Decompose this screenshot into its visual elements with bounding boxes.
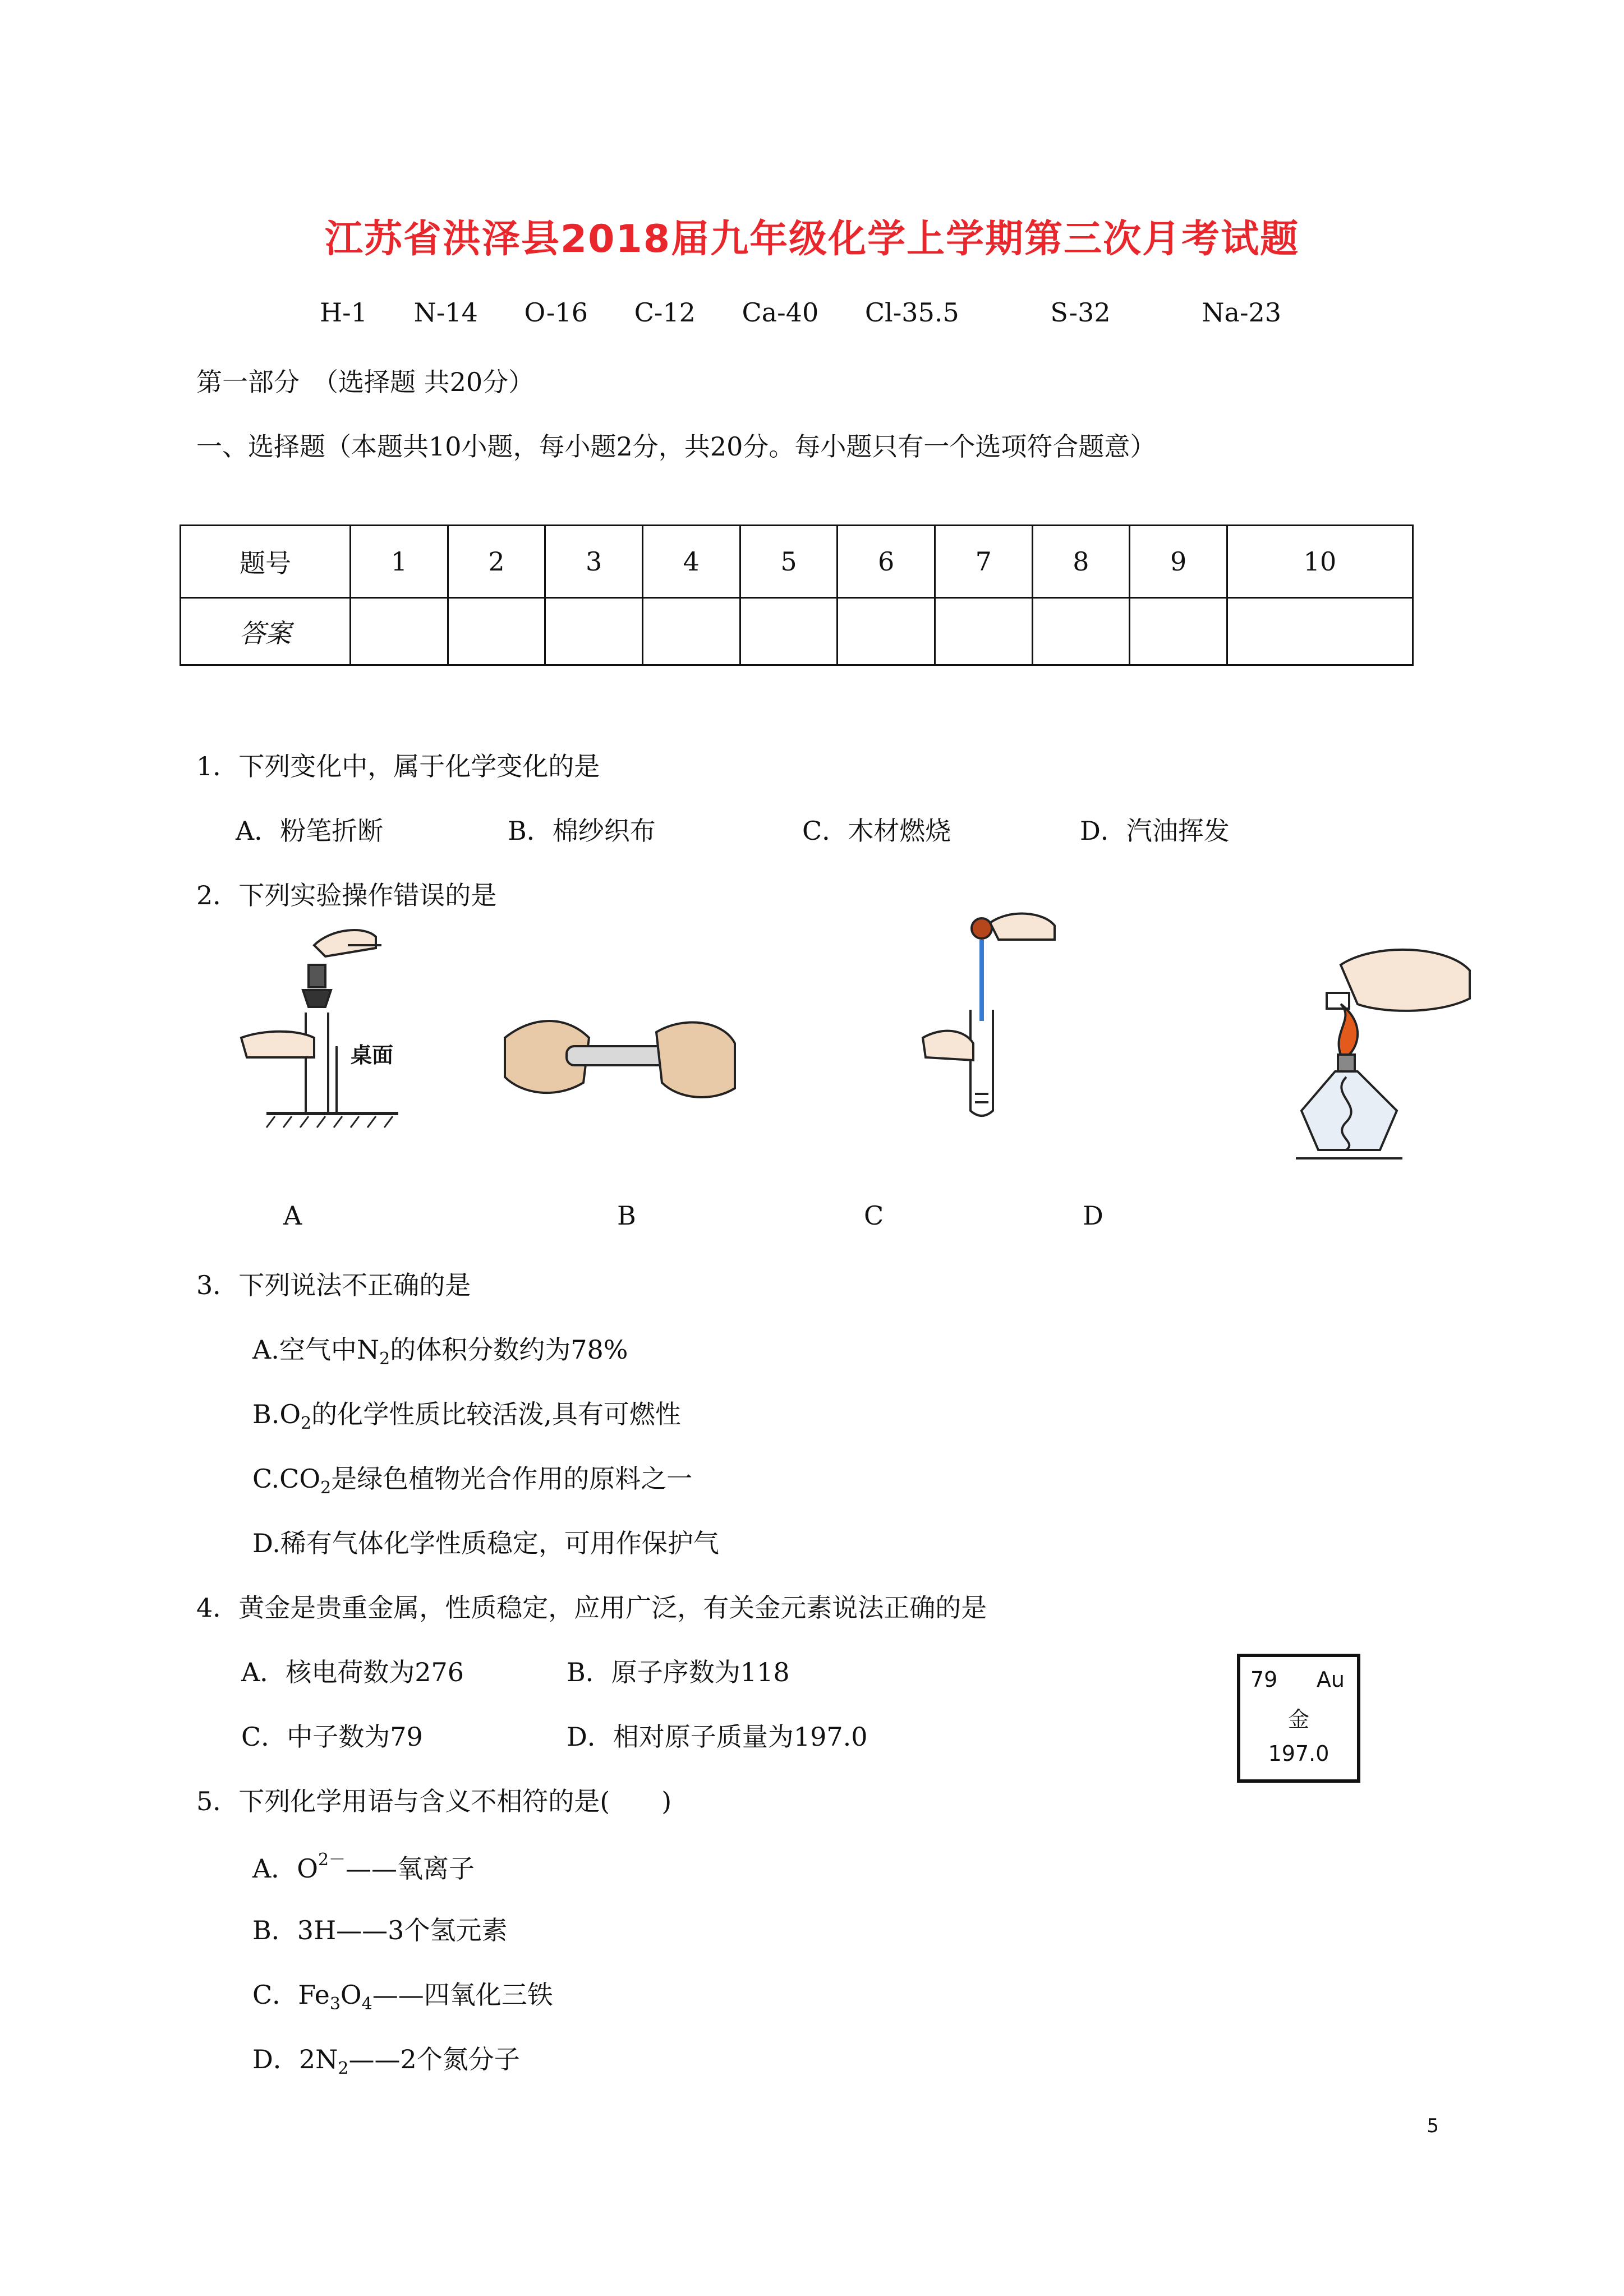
answer-cell[interactable] <box>1227 598 1413 665</box>
answer-table-row-label: 题号 <box>181 526 351 598</box>
exam-title: 江苏省洪泽县2018届九年级化学上学期第三次月考试题 <box>324 217 1300 261</box>
figure-label-b: B <box>617 1200 636 1231</box>
q1-option-b: B．棉纱织布 <box>508 816 656 846</box>
gold-element-card <box>1237 1654 1360 1783</box>
figure-label-c: C <box>864 1200 884 1231</box>
question-number-cell: 4 <box>642 526 740 598</box>
figure-label-d: D <box>1083 1200 1103 1231</box>
q4-option-b: B．原子序数为118 <box>567 1657 790 1687</box>
q3-option-a: A.空气中$N_2$的体积分数约为78% <box>252 1335 628 1369</box>
answer-cell[interactable] <box>545 598 643 665</box>
section-heading: 一、选择题（本题共10小题，每小题2分，共20分。每小题只有一个选项符合题意） <box>196 431 1156 462</box>
q4-option-c: C．中子数为79 <box>241 1722 423 1752</box>
q5-option-c: C．$Fe_3O_4——$四氧化三铁 <box>252 1980 553 2014</box>
q4-option-a: A．核电荷数为276 <box>241 1657 464 1687</box>
atomic-mass-item: H-1 <box>320 297 367 328</box>
answer-table <box>180 524 1414 666</box>
element-symbol: Au <box>1316 1667 1345 1692</box>
q3-option-d: D.稀有气体化学性质稳定，可用作保护气 <box>252 1528 719 1558</box>
question-number-cell: 10 <box>1227 526 1413 598</box>
q4-option-d: D．相对原子质量为197.0 <box>567 1722 868 1752</box>
question-number-cell: 7 <box>935 526 1032 598</box>
answer-cell[interactable] <box>935 598 1032 665</box>
element-name: 金 <box>1287 1707 1309 1732</box>
element-mass: 197.0 <box>1268 1741 1329 1766</box>
question-number-cell: 3 <box>545 526 643 598</box>
question-4-stem: 4．黄金是贵重金属，性质稳定，应用广泛，有关金元素说法正确的是 <box>196 1593 987 1623</box>
answer-table-row-label: 答案 <box>181 598 351 665</box>
atomic-mass-item: S-32 <box>1050 297 1111 328</box>
part-heading: 第一部分 （选择题 共20分） <box>196 367 535 397</box>
q3-option-c: $C.CO_2$是绿色植物光合作用的原料之一 <box>252 1464 693 1498</box>
figure-a-table-label: 桌面 <box>351 1043 394 1068</box>
answer-cell[interactable] <box>1130 598 1227 665</box>
figure-a-stopper-illustration <box>236 923 415 1130</box>
page-number: 5 <box>1427 2115 1439 2137</box>
q5-option-a: A．$O^{2-}——$氧离子 <box>252 1850 475 1884</box>
question-number-cell: 9 <box>1130 526 1227 598</box>
atomic-mass-item: O-16 <box>524 297 588 328</box>
question-3-stem: 3．下列说法不正确的是 <box>196 1270 471 1300</box>
q3-option-b: $B.O_2$的化学性质比较活泼,具有可燃性 <box>252 1399 681 1433</box>
answer-cell[interactable] <box>838 598 935 665</box>
question-5-stem: 5．下列化学用语与含义不相符的是( ) <box>196 1786 672 1816</box>
answer-cell[interactable] <box>351 598 448 665</box>
atomic-mass-item: Ca-40 <box>742 297 819 328</box>
question-number-cell: 2 <box>448 526 545 598</box>
answer-cell[interactable] <box>642 598 740 665</box>
q1-option-a: A．粉笔折断 <box>236 816 384 846</box>
question-number-cell: 6 <box>838 526 935 598</box>
figure-d-alcohol-lamp-illustration <box>1279 942 1475 1167</box>
question-number-cell: 8 <box>1032 526 1130 598</box>
question-1-stem: 1．下列变化中，属于化学变化的是 <box>196 751 600 781</box>
q5-option-d: D．$2N_2——2$个氮分子 <box>252 2044 520 2078</box>
q1-option-c: C．木材燃烧 <box>802 816 951 846</box>
figure-c-dropper-illustration <box>914 909 1060 1122</box>
atomic-mass-item: Cl-35.5 <box>864 297 959 328</box>
q5-option-b: B．3H——3个氢元素 <box>252 1915 508 1945</box>
element-atomic-number: 79 <box>1250 1667 1278 1692</box>
atomic-mass-list <box>320 297 1319 328</box>
figure-b-connecting-tube-illustration <box>499 1004 740 1111</box>
question-2-stem: 2．下列实验操作错误的是 <box>196 880 497 910</box>
q1-option-d: D．汽油挥发 <box>1080 816 1230 846</box>
atomic-mass-item: Na-23 <box>1202 297 1282 328</box>
atomic-mass-item: C-12 <box>634 297 696 328</box>
question-number-cell: 5 <box>740 526 838 598</box>
answer-cell[interactable] <box>1032 598 1130 665</box>
figure-label-a: A <box>283 1200 302 1231</box>
atomic-mass-item: N-14 <box>413 297 478 328</box>
question-number-cell: 1 <box>351 526 448 598</box>
answer-cell[interactable] <box>448 598 545 665</box>
answer-cell[interactable] <box>740 598 838 665</box>
